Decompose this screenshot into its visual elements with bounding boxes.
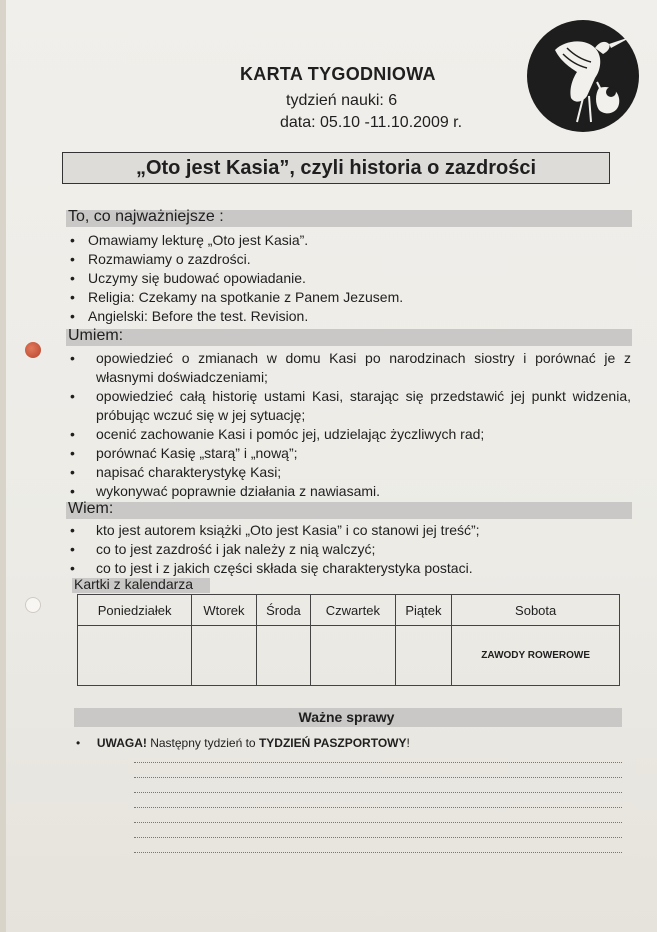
notice-bold: UWAGA! bbox=[96, 736, 147, 750]
list-item: • porównać Kasię „starą” i „nową”; bbox=[66, 444, 631, 463]
calendar-table bbox=[77, 594, 620, 686]
weekly-theme-box bbox=[62, 152, 610, 184]
section-bar-wiem bbox=[66, 502, 632, 519]
important-list bbox=[66, 231, 403, 326]
list-item: • co to jest zazdrość i jak należy z nią walczyć; bbox=[66, 540, 631, 559]
dotted-line bbox=[134, 837, 622, 838]
dotted-line bbox=[134, 762, 622, 763]
wiem-list bbox=[66, 521, 631, 578]
calendar-cell-saturday: ZAWODY ROWEROWE bbox=[452, 626, 620, 686]
calendar-day-header: Środa bbox=[256, 595, 311, 626]
list-item: • opowiedzieć o zmianach w domu Kasi po narodzinach siostry i porównać je z własnymi doświadczeniami; bbox=[66, 349, 631, 387]
weekly-theme: „Oto jest Kasia”, czyli historia o zazdrości bbox=[135, 156, 537, 179]
list-item: • co to jest i z jakich części składa się charakterystyka postaci. bbox=[66, 559, 631, 578]
calendar-label: Kartki z kalendarza bbox=[74, 576, 194, 592]
list-item: • Angielski: Before the test. Revision. bbox=[66, 307, 403, 326]
notice-end: ! bbox=[406, 736, 410, 750]
binder-hole bbox=[25, 597, 41, 613]
list-item: • ocenić zachowanie Kasi i pomóc jej, udzielając życzliwych rad; bbox=[66, 425, 631, 444]
section-heading-wiem: Wiem: bbox=[68, 500, 114, 517]
section-heading-umiem: Umiem: bbox=[68, 327, 124, 344]
calendar-day-header: Piątek bbox=[395, 595, 452, 626]
dotted-line bbox=[134, 792, 622, 793]
notice-line bbox=[76, 736, 410, 750]
week-number: tydzień nauki: 6 bbox=[286, 92, 398, 109]
calendar-cell bbox=[311, 626, 395, 686]
list-item: • Omawiamy lekturę „Oto jest Kasia”. bbox=[66, 231, 403, 250]
date-range: data: 05.10 -11.10.2009 r. bbox=[280, 114, 463, 131]
list-item: • Uczymy się budować opowiadanie. bbox=[66, 269, 403, 288]
notice-highlight: TYDZIEŃ PASZPORTOWY bbox=[258, 736, 407, 750]
calendar-day-header: Poniedziałek bbox=[78, 595, 192, 626]
list-item: • Rozmawiamy o zazdrości. bbox=[66, 250, 403, 269]
section-bar-umiem bbox=[66, 329, 632, 346]
calendar-cell bbox=[395, 626, 452, 686]
calendar-cell bbox=[192, 626, 256, 686]
dotted-line bbox=[134, 807, 622, 808]
calendar-day-header: Sobota bbox=[452, 595, 620, 626]
notice-text: Następny tydzień to bbox=[146, 736, 259, 750]
dotted-line bbox=[134, 852, 622, 853]
bullet: • bbox=[76, 736, 97, 750]
stork-carrying-baby-icon bbox=[525, 18, 641, 134]
calendar-day-header: Wtorek bbox=[192, 595, 256, 626]
list-item: • wykonywać poprawnie działania z nawiasami. bbox=[66, 482, 631, 501]
list-item: • napisać charakterystykę Kasi; bbox=[66, 463, 631, 482]
calendar-cell bbox=[256, 626, 311, 686]
list-item: • kto jest autorem książki „Oto jest Kasia” i co stanowi jej treść”; bbox=[66, 521, 631, 540]
calendar-cell bbox=[78, 626, 192, 686]
umiem-list bbox=[66, 349, 631, 501]
card-title: KARTA TYGODNIOWA bbox=[240, 64, 436, 84]
section-heading-important: To, co najważniejsze : bbox=[68, 208, 224, 225]
list-item: • Religia: Czekamy na spotkanie z Panem Jezusem. bbox=[66, 288, 403, 307]
dotted-line bbox=[134, 777, 622, 778]
dotted-line bbox=[134, 822, 622, 823]
calendar-day-header: Czwartek bbox=[311, 595, 395, 626]
list-item: • opowiedzieć całą historię ustami Kasi, starając się przedstawić jej punkt widzenia, próbując wczuć się w jej sytuację; bbox=[66, 387, 631, 425]
important-matters-heading: Ważne sprawy bbox=[298, 709, 395, 725]
red-binder-hole bbox=[25, 342, 41, 358]
